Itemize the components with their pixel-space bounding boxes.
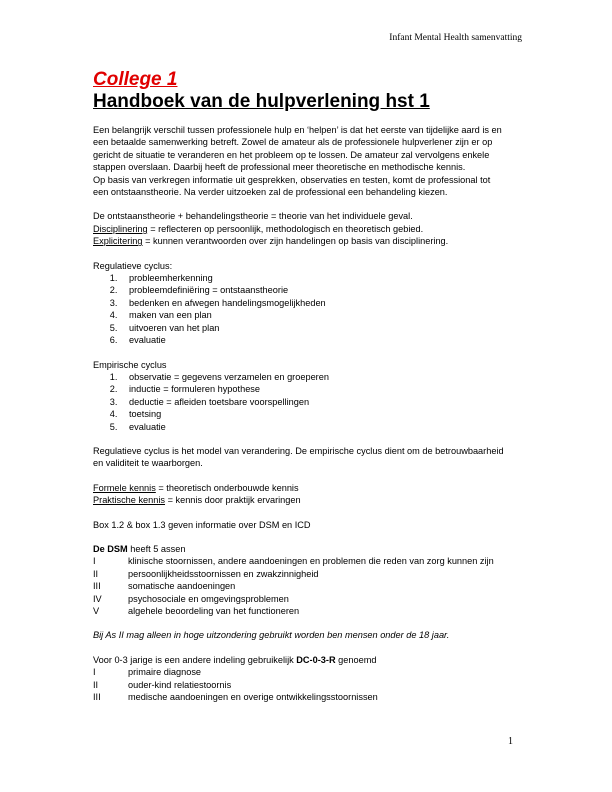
- axis-text: psychosociale en omgevingsproblemen: [128, 593, 289, 604]
- as-ii-note: Bij As II mag alleen in hoge uitzondering gebruikt worden ben mensen onder de 18 jaar.: [93, 630, 450, 641]
- axis-text: persoonlijkheidsstoornissen en zwakzinnigheid: [128, 568, 319, 579]
- theory-line: De ontstaanstheorie + behandelingstheorie = theorie van het individuele geval.: [93, 211, 413, 222]
- dc-label: DC-0-3-R: [296, 654, 336, 665]
- axis-text: ouder-kind relatiestoornis: [128, 679, 232, 690]
- axis-number: I: [93, 667, 96, 678]
- list-item: 6. evaluatie: [120, 334, 523, 346]
- axis-number: III: [93, 692, 101, 703]
- list-item: 4. toetsing: [120, 408, 523, 420]
- intro-line: een betaalde samenwerking betreft. Zowel de amateur als de professionele hulpverlener zijn er op: [93, 137, 493, 148]
- dsm-label: De DSM: [93, 543, 128, 554]
- document-body: [93, 70, 523, 703]
- definition-term: Disciplinering: [93, 223, 148, 234]
- axis-text: klinische stoornissen, andere aandoeningen en problemen die reden van zorg kunnen zijn: [128, 556, 494, 567]
- axis-number: IV: [93, 593, 102, 604]
- definition-text: = reflecteren op persoonlijk, methodologisch en theoretisch gebied.: [147, 223, 424, 234]
- running-header: Infant Mental Health samenvatting: [389, 33, 522, 43]
- definition-disciplinering: [93, 223, 523, 235]
- list-item: 2. inductie = formuleren hypothese: [120, 383, 523, 395]
- intro-line: Een belangrijk verschil tussen professionele hulp en ‘helpen’ is dat het eerste van tijdelijke aard is en: [93, 125, 502, 135]
- list-item: 5. uitvoeren van het plan: [120, 322, 523, 334]
- dsm-heading: [93, 543, 523, 555]
- empirische-heading: Empirische cyclus: [93, 359, 167, 370]
- definition-explicitering: [93, 235, 523, 247]
- list-item: 5. evaluatie: [120, 421, 523, 433]
- axis-row: [93, 605, 523, 617]
- intro-line: een ontstaanstheorie. Na verder uitzoeken zal de professional een behandeling kiezen.: [93, 187, 448, 198]
- axis-text: medische aandoeningen en overige ontwikkelingsstoornissen: [128, 692, 378, 703]
- axis-row: [93, 580, 523, 592]
- definition-text: = kunnen verantwoorden over zijn handelingen op basis van disciplinering.: [142, 236, 449, 247]
- axis-row: [93, 679, 523, 691]
- axis-number: I: [93, 556, 96, 567]
- regulatieve-list: [93, 272, 523, 346]
- axis-text: algehele beoordeling van het functioneren: [128, 606, 300, 616]
- axis-row: [93, 666, 523, 678]
- regulatieve-heading: Regulatieve cyclus:: [93, 260, 173, 271]
- document-title: Handboek van de hulpverlening hst 1: [93, 91, 430, 112]
- dsm-suffix: heeft 5 assen: [127, 543, 186, 554]
- axis-row: [93, 568, 523, 580]
- dc-heading: [93, 654, 523, 666]
- dsm-axes: [93, 555, 523, 617]
- intro-line: gericht de situatie te veranderen en het probleem op te lossen. De amateur zal vervolgens enkele: [93, 149, 490, 160]
- list-item: 3. bedenken en afwegen handelingsmogelijkheden: [120, 297, 523, 309]
- axis-number: II: [93, 679, 99, 690]
- page-number: 1: [508, 736, 513, 747]
- definition-term: Formele kennis: [93, 482, 156, 493]
- box-reference: Box 1.2 & box 1.3 geven informatie over DSM en ICD: [93, 519, 311, 530]
- intro-paragraph: [93, 124, 523, 198]
- list-item: 1. probleemherkenning: [120, 272, 523, 284]
- cycle-summary-line: en validiteit te waarborgen.: [93, 458, 203, 469]
- axis-row: [93, 555, 523, 567]
- definition-text: = kennis door praktijk ervaringen: [165, 495, 301, 506]
- axis-text: somatische aandoeningen: [128, 581, 236, 592]
- cycle-summary-line: Regulatieve cyclus is het model van verandering. De empirische cyclus dient om de betrouwbaarheid: [93, 445, 504, 456]
- intro-line: stappen overslaan. Daarbij heeft de professional meer theoretische en methodische kennis.: [93, 162, 466, 173]
- axis-row: [93, 593, 523, 605]
- dc-suffix: genoemd: [335, 654, 377, 665]
- list-item: 3. deductie = afleiden toetsbare voorspellingen: [120, 396, 523, 408]
- axis-text: primaire diagnose: [128, 667, 202, 678]
- axis-row: [93, 691, 523, 703]
- dc-axes: [93, 666, 523, 703]
- list-item: 2. probleemdefiniëring = ontstaanstheorie: [120, 284, 523, 296]
- intro-line: Op basis van verkregen informatie uit gesprekken, observaties en testen, komt de professional tot: [93, 174, 491, 185]
- dc-prefix: Voor 0-3 jarige is een andere indeling gebruikelijk: [93, 654, 297, 665]
- definition-praktische-kennis: [93, 494, 523, 506]
- axis-number: V: [93, 606, 100, 616]
- definition-term: Praktische kennis: [93, 495, 166, 506]
- axis-number: II: [93, 568, 99, 579]
- list-item: 1. observatie = gegevens verzamelen en groeperen: [120, 371, 523, 383]
- list-item: 4. maken van een plan: [120, 309, 523, 321]
- axis-number: III: [93, 581, 101, 592]
- definition-formele-kennis: [93, 482, 523, 494]
- college-heading: College 1: [93, 69, 178, 90]
- definition-text: = theoretisch onderbouwde kennis: [155, 482, 299, 493]
- definition-term: Explicitering: [93, 236, 143, 247]
- empirische-list: [93, 371, 523, 433]
